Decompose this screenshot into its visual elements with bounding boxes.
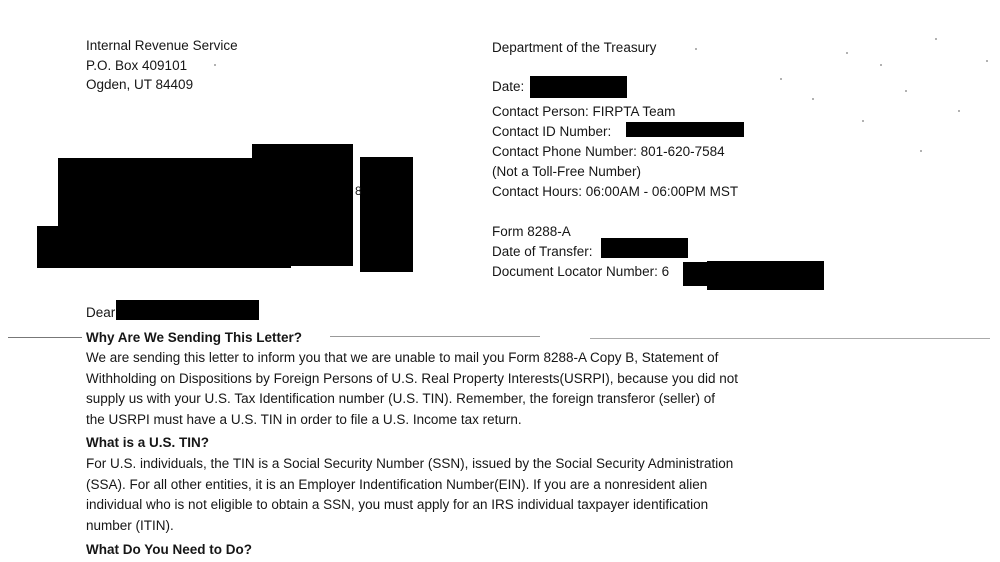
paragraph-line: the USRPI must have a U.S. TIN in order to file a U.S. Income tax return. <box>86 411 522 427</box>
dln-label: Document Locator Number: 6 <box>492 264 670 279</box>
date-of-transfer-label: Date of Transfer: <box>492 244 593 259</box>
paragraph-line: number (ITIN). <box>86 517 174 533</box>
contact-hours: Contact Hours: 06:00AM - 06:00PM MST <box>492 184 739 199</box>
contact-id-label: Contact ID Number: <box>492 124 612 139</box>
redaction-dln-b <box>707 261 824 290</box>
date-label: Date: <box>492 79 525 94</box>
paragraph-line: For U.S. individuals, the TIN is a Social Security Number (SSN), issued by the Social Security Administration <box>86 456 734 471</box>
scan-speck <box>214 64 216 66</box>
scan-speck <box>920 150 922 152</box>
paragraph-line: individual who is not eligible to obtain a SSN, you must apply for an IRS individual taxpayer identification <box>86 497 709 512</box>
paragraph-line: Withholding on Dispositions by Foreign Persons of U.S. Real Property Interests(USRPI), because you did not <box>86 370 739 386</box>
scan-speck <box>958 110 960 112</box>
scan-speck <box>695 48 697 50</box>
section-heading: What Do You Need to Do? <box>86 542 252 557</box>
scan-speck <box>780 78 782 80</box>
redaction-recipient-name <box>116 300 259 320</box>
scan-speck <box>862 120 864 122</box>
sender-city: Ogden, UT 84409 <box>86 77 194 92</box>
scan-artifact-line <box>330 336 540 337</box>
section-paragraph <box>86 454 733 536</box>
scan-speck <box>986 60 988 62</box>
scan-artifact-line <box>590 338 990 339</box>
redaction-dln-a <box>683 262 709 286</box>
paragraph-line: supply us with your U.S. Tax Identification number (U.S. TIN). Remember, the foreign transferor (seller) of <box>86 391 716 406</box>
address-fragment: 8 <box>355 184 362 198</box>
scan-artifact-line <box>8 337 82 338</box>
sender-name: Internal Revenue Service <box>86 38 238 53</box>
contact-person: Contact Person: FIRPTA Team <box>492 104 676 119</box>
scan-speck <box>935 38 937 40</box>
section-heading: Why Are We Sending This Letter? <box>86 330 303 345</box>
redaction-address-d <box>360 157 413 272</box>
scan-speck <box>905 90 907 92</box>
paragraph-line: (SSA). For all other entities, it is an Employer Indentification Number(EIN). If you are a nonresident alien <box>86 476 708 492</box>
scan-speck <box>846 52 848 54</box>
redaction-date-of-transfer <box>601 238 688 258</box>
redaction-contact-id <box>626 122 744 137</box>
section-heading: What is a U.S. TIN? <box>86 435 210 450</box>
department-name: Department of the Treasury <box>492 40 657 55</box>
redaction-address-c <box>37 226 291 268</box>
redaction-date <box>530 76 627 98</box>
sender-po-box: P.O. Box 409101 <box>86 58 188 73</box>
contact-phone: Contact Phone Number: 801-620-7584 <box>492 144 725 159</box>
toll-note: (Not a Toll-Free Number) <box>492 164 642 179</box>
salutation: Dear <box>86 305 116 320</box>
scan-speck <box>880 64 882 66</box>
paragraph-line: We are sending this letter to inform you that we are unable to mail you Form 8288-A Copy B, Statement of <box>86 350 719 365</box>
scan-speck <box>812 98 814 100</box>
form-number: Form 8288-A <box>492 224 571 239</box>
section-paragraph <box>86 348 738 430</box>
